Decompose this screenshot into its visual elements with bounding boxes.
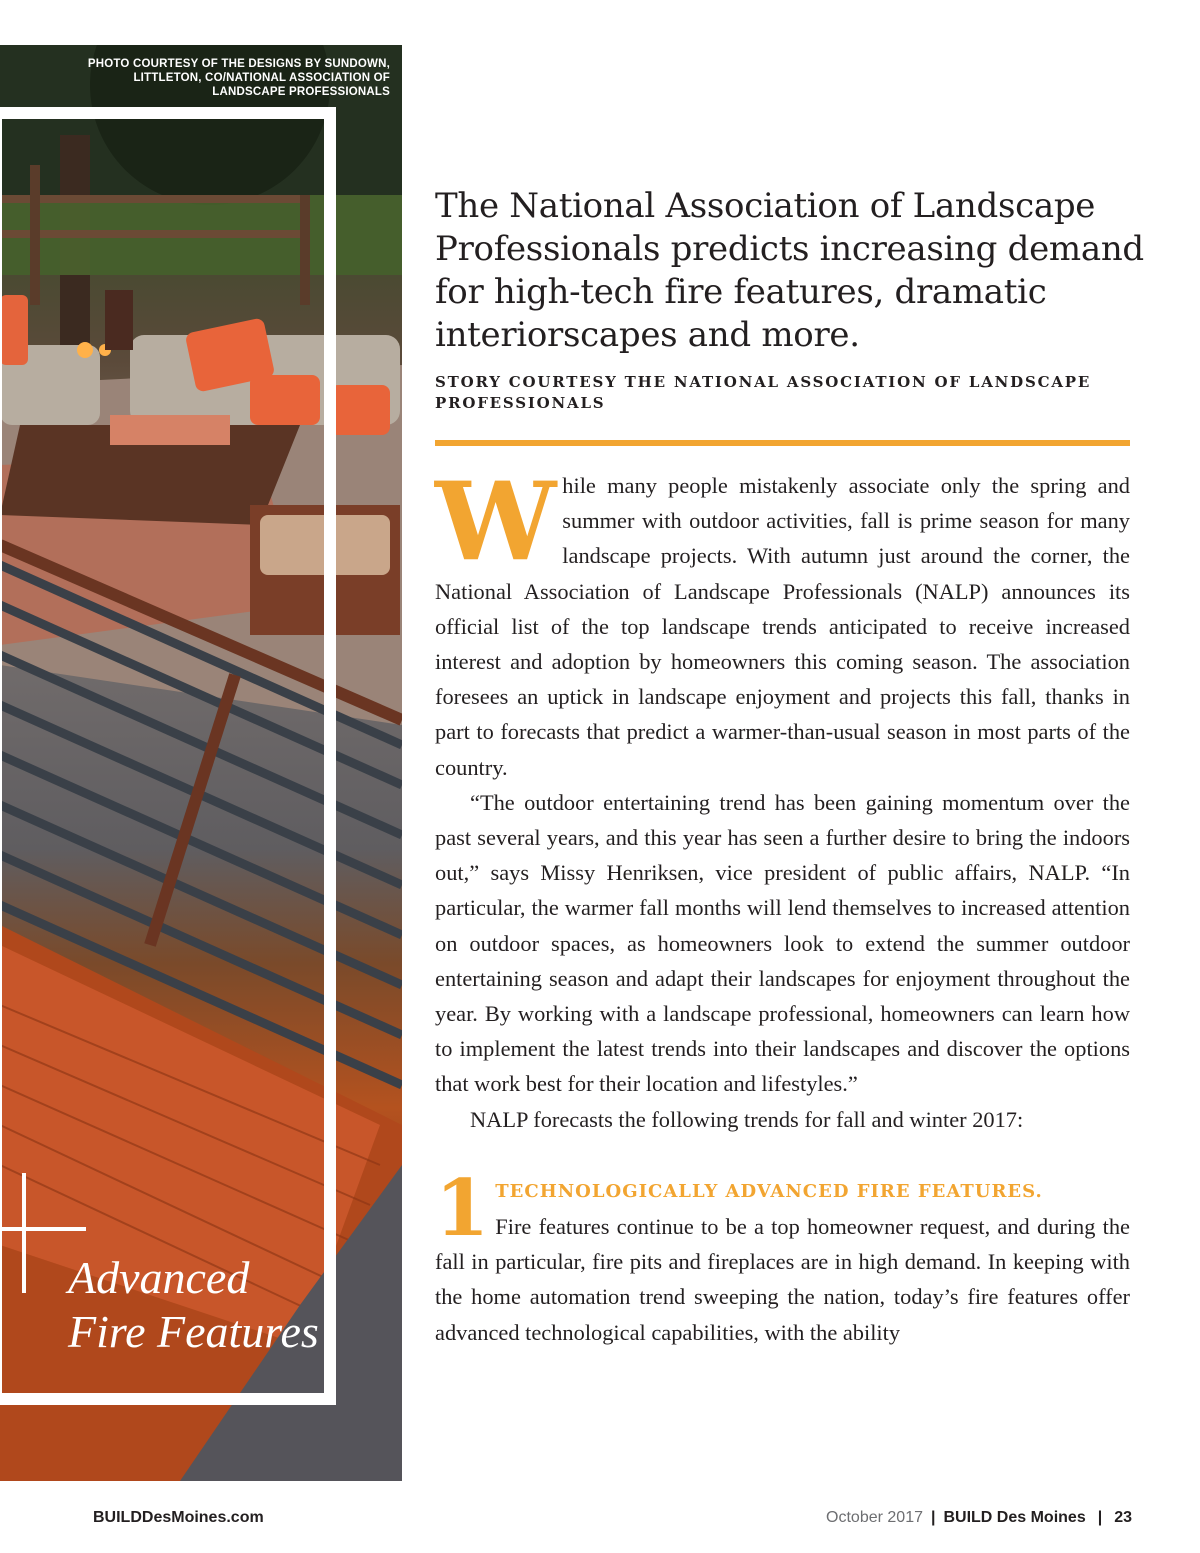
trend-number: 1 bbox=[435, 1162, 490, 1254]
accent-rule bbox=[435, 440, 1130, 446]
footer-magazine: BUILD Des Moines bbox=[943, 1509, 1086, 1526]
footer-folio bbox=[826, 1509, 1132, 1527]
photo-frame bbox=[0, 107, 336, 1405]
hero-photo bbox=[0, 45, 402, 1481]
article-deck: The National Association of Landscape Professionals predicts increasing demand for high-tech fire features, dramatic interiorscapes and more. bbox=[435, 186, 1144, 355]
trend-1 bbox=[435, 1162, 1130, 1350]
paragraph-2: “The outdoor entertaining trend has been gaining momentum over the past several years, and this year has seen a further desire to bring the indoors out,” says Missy Henriksen, vice president of public affairs, NALP. “In particular, the warmer fall months will lend themselves to increased attention on outdoor spaces, as homeowners look to extend the summer outdoor entertaining season and adapt their landscapes for enjoyment throughout the year. By working with a landscape professional, homeowners can learn how to implement the latest trends into their landscapes and discover the options that work best for their location and lifestyles.” bbox=[435, 789, 1130, 1097]
paragraph-1-text: hile many people mistakenly associate only the spring and summer with outdoor activities, fall is prime season for many landscape projects. With autumn just around the corner, the National Association of Landscape Professionals (NALP) announces its official list of the top landscape trends anticipated to receive increased interest and adoption by homeowners this coming season. The association foresees an uptick in landscape enjoyment and projects this fall, thanks in part to forecasts that predict a warmer-than-usual season in most parts of the country. bbox=[435, 473, 1130, 780]
cross-ornament-vertical bbox=[22, 1173, 26, 1293]
photo-credit: PHOTO COURTESY OF THE DESIGNS BY SUNDOWN, LITTLETON, CO/NATIONAL ASSOCIATION OF LANDSCAPE PROFESSIONALS bbox=[87, 58, 390, 98]
drop-cap: W bbox=[435, 459, 553, 585]
footer-separator-2: | bbox=[1097, 1509, 1103, 1526]
cross-ornament-horizontal bbox=[0, 1227, 86, 1231]
footer-website: BUILDDesMoines.com bbox=[93, 1509, 264, 1526]
paragraph-1 bbox=[435, 459, 1130, 785]
footer-separator-1: | bbox=[930, 1509, 936, 1526]
article-body bbox=[435, 459, 1130, 1350]
trend-text: Fire features continue to be a top homeowner request, and during the fall in particular, fire pits and fireplaces are in high demand. In keeping with the home automation trend sweeping the nation, today’s fire features offer advanced technological capabilities, with the ability bbox=[435, 1214, 1130, 1345]
page-number: 23 bbox=[1114, 1509, 1132, 1526]
footer-date: October 2017 bbox=[826, 1509, 923, 1526]
article-byline: STORY COURTESY THE NATIONAL ASSOCIATION OF LANDSCAPE PROFESSIONALS bbox=[435, 373, 1092, 412]
caption-line-2: Fire Features bbox=[68, 1306, 319, 1357]
paragraph-3: NALP forecasts the following trends for fall and winter 2017: bbox=[470, 1106, 1024, 1132]
photo-caption bbox=[68, 1251, 398, 1359]
trend-heading: TECHNOLOGICALLY ADVANCED FIRE FEATURES. bbox=[495, 1180, 1043, 1202]
caption-line-1: Advanced bbox=[68, 1252, 250, 1303]
